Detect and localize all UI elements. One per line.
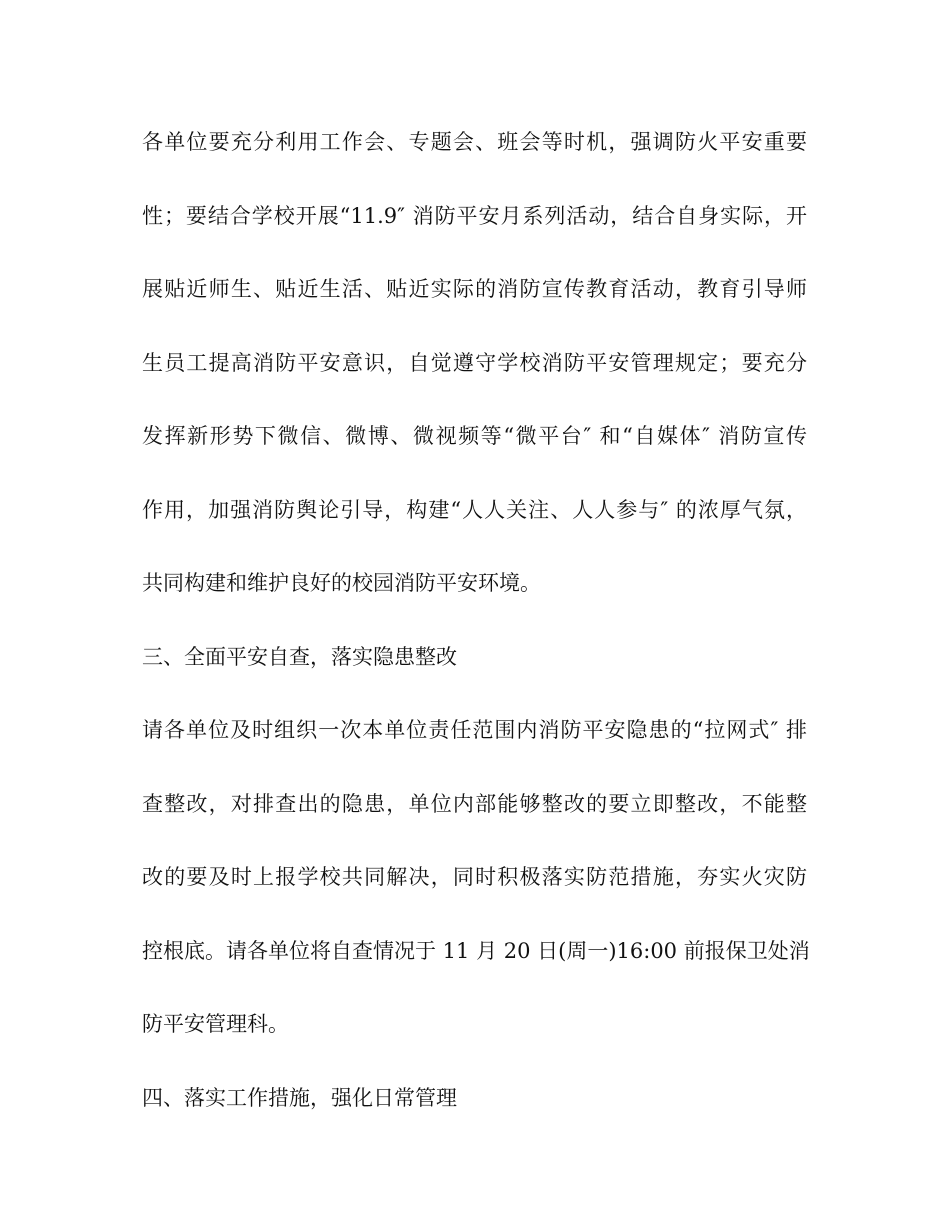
paragraph-line: 改的要及时上报学校共同解决，同时积极落实防范措施，夯实火灾防 [142,865,807,889]
paragraph-line: 共同构建和维护良好的校园消防平安环境。 [142,571,541,595]
section-heading: 四、落实工作措施，强化日常管理 [142,1085,457,1110]
paragraph-line: 控根底。请各单位将自查情况于 11 月 20 日(周一)16:00 前报保卫处消 [142,938,810,963]
paragraph-line: 各单位要充分利用工作会、专题会、班会等时机，强调防火平安重要 [142,130,807,154]
paragraph-line: 发挥新形势下微信、微博、微视频等“微平台″ 和“自媒体″ 消防宣传 [142,424,807,448]
paragraph-line: 作用，加强消防舆论引导，构建“人人关注、人人参与″ 的浓厚气氛， [142,497,807,522]
paragraph-line: 性；要结合学校开展“11.9″ 消防平安月系列活动，结合自身实际，开 [142,203,807,228]
document-body [142,122,810,1151]
section-heading: 三、全面平安自查，落实隐患整改 [142,644,457,669]
paragraph-line: 展贴近师生、贴近生活、贴近实际的消防宣传教育活动，教育引导师 [142,277,807,301]
paragraph-line: 防平安管理科。 [142,1012,289,1036]
paragraph-line: 生员工提高消防平安意识，自觉遵守学校消防平安管理规定；要充分 [142,350,807,375]
paragraph-line: 查整改，对排查出的隐患，单位内部能够整改的要立即整改，不能整 [142,791,807,816]
paragraph-line: 请各单位及时组织一次本单位责任范围内消防平安隐患的“拉网式″ 排 [142,718,807,742]
